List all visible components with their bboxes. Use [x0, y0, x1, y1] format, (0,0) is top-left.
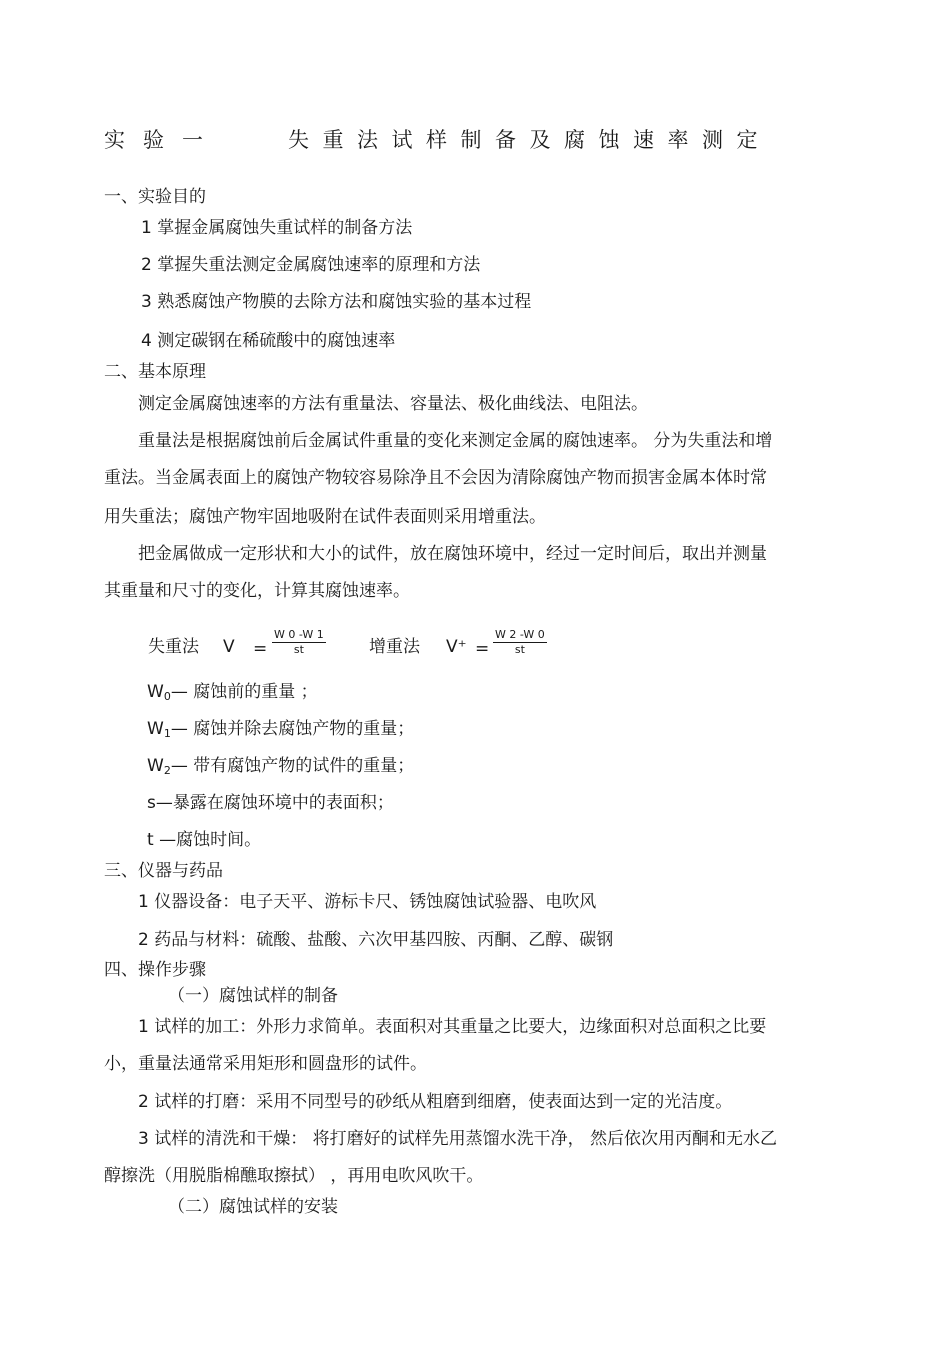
definition-w1 — [147, 718, 414, 740]
subscript: 2 — [163, 764, 171, 777]
title-experiment-name: 失重法试样制备及腐蚀速率测定 — [288, 128, 771, 152]
subscript: 0 — [163, 690, 171, 703]
paragraph-line: 测定金属腐蚀速率的方法有重量法、容量法、极化曲线法、电阻法。 — [138, 394, 648, 414]
definition-text: —腐蚀时间。 — [153, 830, 262, 850]
fraction-denominator: st — [514, 643, 525, 656]
objective-item: 2 掌握失重法测定金属腐蚀速率的原理和方法 — [141, 255, 481, 275]
symbol: W — [147, 682, 164, 702]
paragraph-line: 重法。当金属表面上的腐蚀产物较容易除净且不会因为清除腐蚀产物而损害金属本体时常 — [104, 468, 767, 488]
paragraph-line: 把金属做成一定形状和大小的试件，放在腐蚀环境中，经过一定时间后，取出并测量 — [138, 544, 767, 564]
procedure-line: 3 试样的清洗和干燥： 将打磨好的试样先用蒸馏水洗干净， 然后依次用丙酮和无水乙 — [138, 1129, 778, 1149]
section-heading-objectives: 一、实验目的 — [104, 187, 206, 207]
formula-fraction-weight-loss — [272, 628, 326, 657]
symbol: W — [147, 719, 164, 739]
formula-equals: = — [475, 639, 490, 659]
definition-w2 — [147, 755, 414, 777]
instrument-item: 2 药品与材料：硫酸、盐酸、六次甲基四胺、丙酮、乙醇、碳钢 — [138, 930, 614, 950]
paragraph-line: 重量法是根据腐蚀前后金属试件重量的变化来测定金属的腐蚀速率。 分为失重法和增 — [138, 431, 773, 451]
definition-t — [147, 829, 261, 851]
section-heading-procedure: 四、操作步骤 — [104, 960, 206, 980]
title-experiment-number: 实验一 — [104, 128, 221, 152]
definition-w0 — [147, 681, 318, 703]
symbol: W — [147, 756, 164, 776]
subsection-heading: （一）腐蚀试样的制备 — [168, 986, 338, 1006]
subsection-heading: （二）腐蚀试样的安装 — [168, 1197, 338, 1217]
subscript: 1 — [163, 727, 171, 740]
paragraph-line: 用失重法；腐蚀产物牢固地吸附在试件表面则采用增重法。 — [104, 507, 546, 527]
formula-label-weight-loss: 失重法 — [148, 637, 199, 657]
procedure-line: 醇擦洗（用脱脂棉醮取擦拭） ，再用电吹风吹干。 — [104, 1166, 484, 1186]
paragraph-line: 其重量和尺寸的变化，计算其腐蚀速率。 — [104, 581, 410, 601]
formula-variable-v-plus: V⁺ — [446, 637, 467, 657]
fraction-numerator: W 0 -W 1 — [274, 628, 324, 641]
section-heading-principle: 二、基本原理 — [104, 362, 206, 382]
formula-variable-v: V — [223, 637, 235, 657]
procedure-line: 2 试样的打磨：采用不同型号的砂纸从粗磨到细磨，使表面达到一定的光洁度。 — [138, 1092, 733, 1112]
definition-text: —暴露在腐蚀环境中的表面积； — [155, 793, 394, 813]
instrument-item: 1 仪器设备：电子天平、游标卡尺、锈蚀腐蚀试验器、电吹风 — [138, 892, 597, 912]
symbol: t — [147, 830, 154, 850]
procedure-line: 1 试样的加工：外形力求简单。表面积对其重量之比要大，边缘面积对总面积之比要 — [138, 1017, 767, 1037]
corrosion-rate-formula — [0, 622, 950, 672]
definition-s — [147, 792, 394, 814]
objective-item: 3 熟悉腐蚀产物膜的去除方法和腐蚀实验的基本过程 — [141, 292, 532, 312]
definition-text: — 腐蚀并除去腐蚀产物的重量； — [170, 719, 415, 739]
objective-item: 1 掌握金属腐蚀失重试样的制备方法 — [141, 218, 413, 238]
fraction-denominator: st — [293, 643, 304, 656]
formula-label-weight-gain: 增重法 — [369, 637, 420, 657]
section-heading-instruments: 三、仪器与药品 — [104, 861, 223, 881]
procedure-line: 小，重量法通常采用矩形和圆盘形的试件。 — [104, 1054, 427, 1074]
definition-text: — 带有腐蚀产物的试件的重量； — [170, 756, 415, 776]
definition-text: — 腐蚀前的重量 ； — [170, 682, 318, 702]
objective-item: 4 测定碳钢在稀硫酸中的腐蚀速率 — [141, 331, 396, 351]
formula-fraction-weight-gain — [493, 628, 547, 657]
fraction-numerator: W 2 -W 0 — [495, 628, 545, 641]
symbol: s — [147, 793, 156, 813]
formula-equals: = — [253, 639, 268, 659]
